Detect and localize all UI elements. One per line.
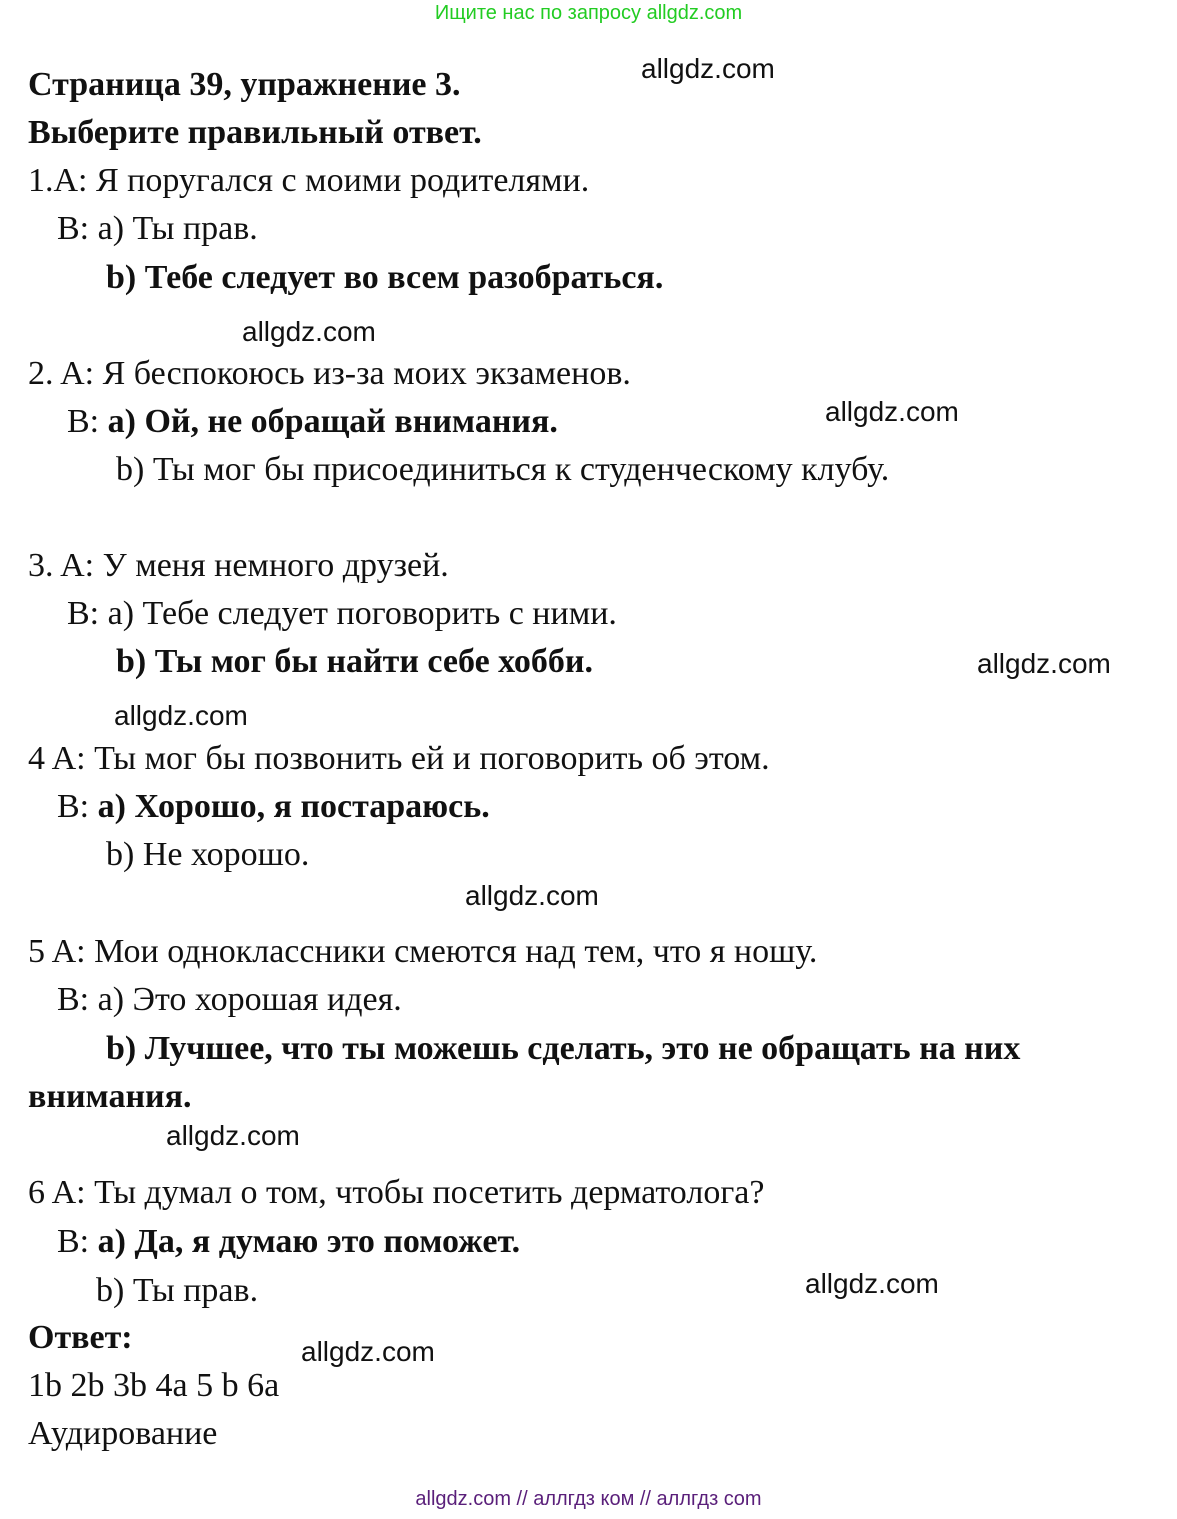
item-3-speaker: B: [67, 595, 108, 632]
watermark-1: allgdz.com [641, 53, 775, 84]
footer-links: allgdz.com // аллгдз ком // аллгдз com [415, 1488, 762, 1510]
item-6-speaker: B: [57, 1223, 98, 1260]
item-2-option-a-text: a) Ой, не обращай внимания. [107, 403, 558, 440]
top-search-note: Ищите нас по запросу allgdz.com [434, 2, 743, 24]
item-4-option-b: b) Не хорошо. [106, 836, 310, 873]
watermark-8: allgdz.com [805, 1268, 939, 1299]
item-5-question: 5 A: Мои одноклассники смеются над тем, что я ношу. [28, 933, 818, 970]
answer-value: 1b 2b 3b 4a 5 b 6a [28, 1367, 280, 1404]
item-6-option-b: b) Ты прав. [96, 1272, 259, 1309]
item-3-option-b: b) Ты мог бы найти себе хобби. [116, 643, 593, 680]
item-5-option-b-line-2: внимания. [28, 1078, 192, 1115]
item-1-option-b: b) Тебе следует во всем разобраться. [106, 259, 664, 296]
item-6-option-a [57, 1218, 520, 1266]
watermark-6: allgdz.com [465, 880, 599, 911]
item-2-option-a [67, 398, 558, 446]
item-1-option-a [57, 205, 258, 253]
item-5-speaker: B: [57, 981, 98, 1018]
answer-label: Ответ: [28, 1319, 133, 1356]
watermark-3: allgdz.com [825, 396, 959, 427]
item-4-speaker: B: [57, 788, 98, 825]
item-2-option-b: b) Ты мог бы присоединиться к студенческому клубу. [116, 451, 890, 488]
watermark-7: allgdz.com [166, 1120, 300, 1151]
item-4-option-a [57, 783, 490, 831]
item-4-option-a-text: a) Хорошо, я постараюсь. [97, 788, 490, 825]
item-3-option-a-text: a) Тебе следует поговорить с ними. [107, 595, 617, 632]
next-section-title: Аудирование [28, 1415, 218, 1452]
watermark-4: allgdz.com [977, 648, 1111, 679]
item-1-question: 1.A: Я поругался с моими родителями. [28, 162, 590, 199]
item-1-speaker: B: [57, 210, 98, 247]
item-5-option-a [57, 976, 402, 1024]
item-6-option-a-text: a) Да, я думаю это поможет. [97, 1223, 521, 1260]
item-3-option-a [67, 590, 617, 638]
item-2-question: 2. A: Я беспокоюсь из-за моих экзаменов. [28, 355, 631, 392]
item-4-question: 4 A: Ты мог бы позвонить ей и поговорить об этом. [28, 740, 770, 777]
watermark-2: allgdz.com [242, 316, 376, 347]
item-5-option-a-text: a) Это хорошая идея. [97, 981, 402, 1018]
item-6-question: 6 A: Ты думал о том, чтобы посетить дерматолога? [28, 1174, 765, 1211]
watermark-5: allgdz.com [114, 700, 248, 731]
watermark-9: allgdz.com [301, 1336, 435, 1367]
item-5-option-b-line-1: b) Лучшее, что ты можешь сделать, это не обращать на них [106, 1030, 1021, 1067]
heading-page: Страница 39, упражнение 3. [28, 66, 461, 103]
item-2-speaker: B: [67, 403, 108, 440]
heading-task: Выберите правильный ответ. [28, 114, 482, 151]
item-3-question: 3. A: У меня немного друзей. [28, 547, 449, 584]
item-1-option-a-text: a) Ты прав. [97, 210, 258, 247]
